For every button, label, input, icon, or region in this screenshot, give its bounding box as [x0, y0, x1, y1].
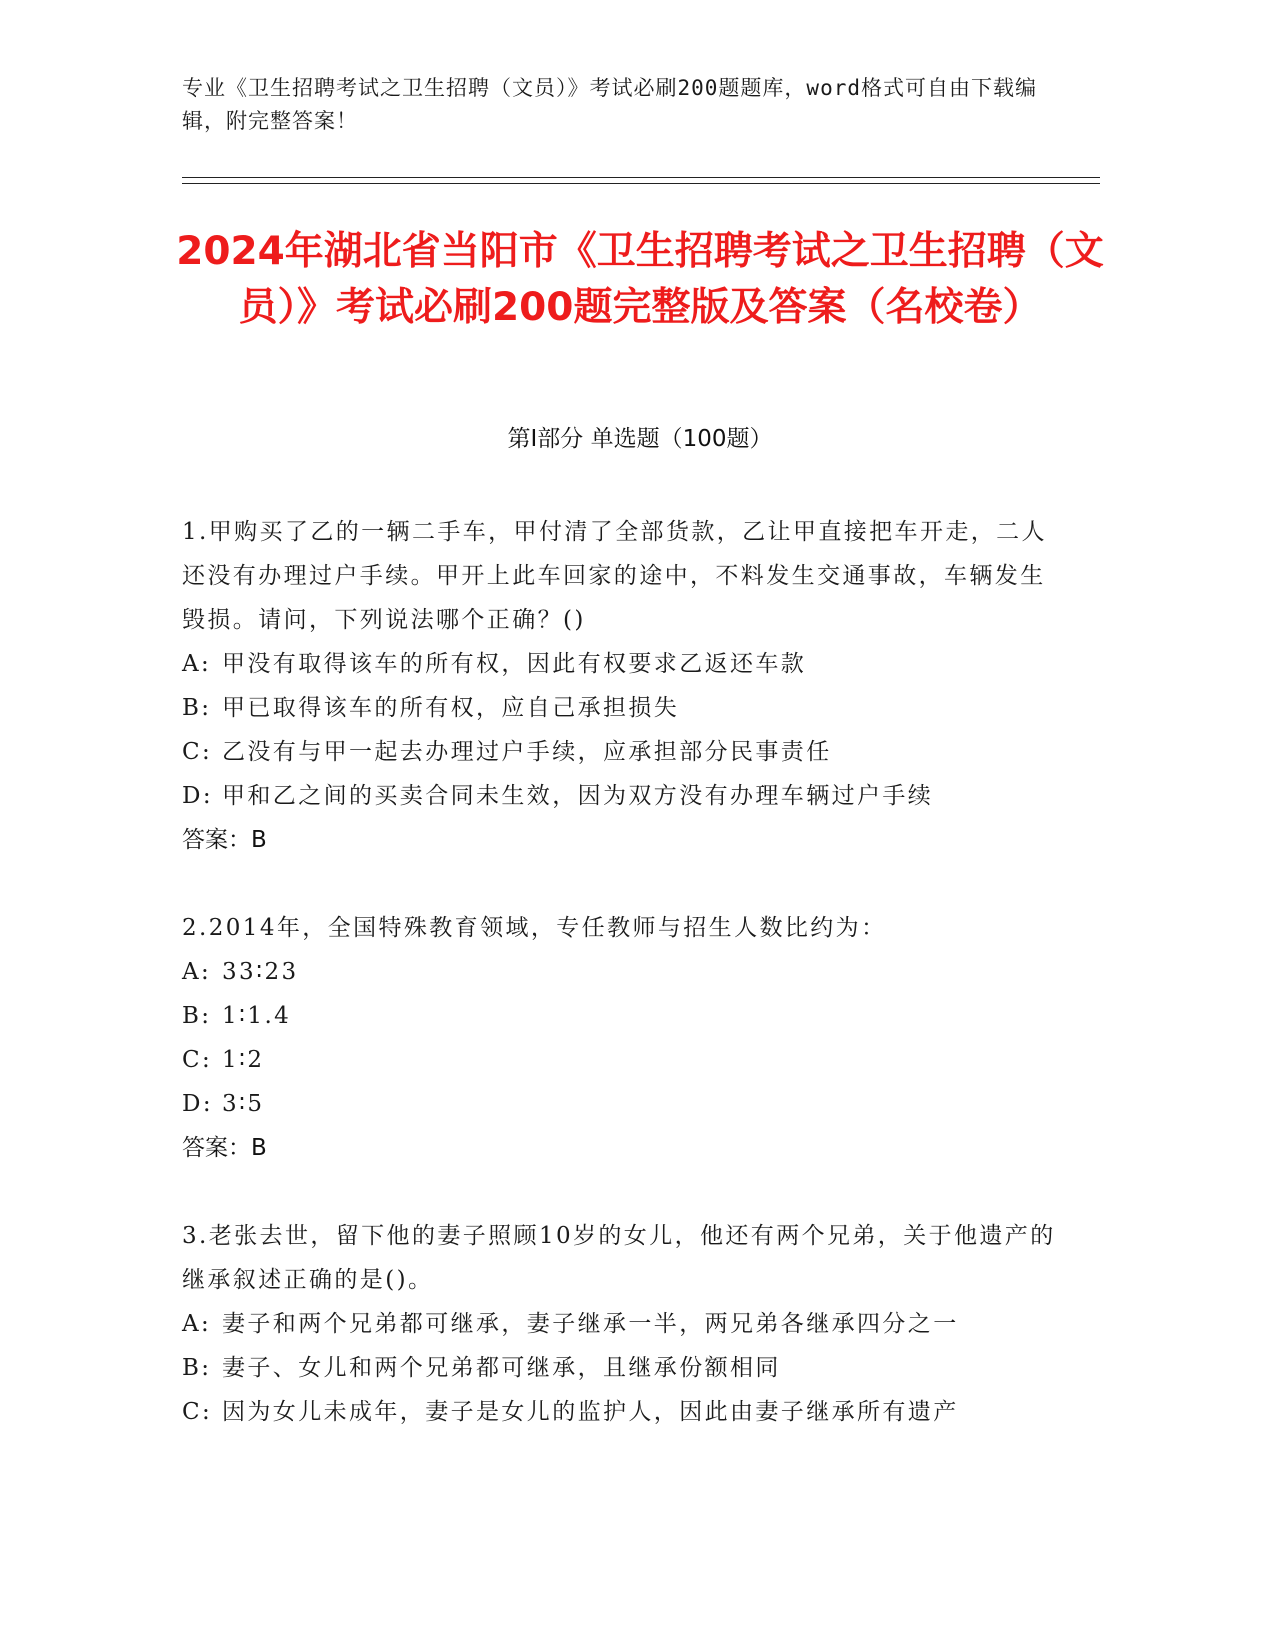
- option-text: 因为女儿未成年，妻子是女儿的监护人，因此由妻子继承所有遗产: [222, 1399, 959, 1425]
- option-b: [182, 994, 1062, 1038]
- header-note: 专业《卫生招聘考试之卫生招聘（文员）》考试必刷200题题库，word格式可自由下载编辑，附完整答案！: [182, 76, 1037, 133]
- document-title: 2024年湖北省当阳市《卫生招聘考试之卫生招聘（文员）》考试必刷200题完整版及答案（名校卷）: [176, 229, 1104, 330]
- option-letter: C:: [182, 1047, 213, 1073]
- question-stem: 2.2014年，全国特殊教育领域，专任教师与招生人数比约为：: [182, 915, 887, 941]
- option-text: 甲和乙之间的买卖合同未生效，因为双方没有办理车辆过户手续: [222, 783, 934, 809]
- option-letter: C:: [182, 739, 213, 765]
- option-b: [182, 686, 1062, 730]
- question-stem: 3.老张去世，留下他的妻子照顾10岁的女儿，他还有两个兄弟，关于他遗产的继承叙述正确的是()。: [182, 1223, 1056, 1293]
- option-a: [182, 1302, 1062, 1346]
- header-divider-bottom: [182, 183, 1100, 184]
- option-a: [182, 642, 1062, 686]
- header-divider-top: [182, 177, 1100, 178]
- option-letter: B:: [182, 1003, 212, 1029]
- option-text: 妻子、女儿和两个兄弟都可继承，且继承份额相同: [222, 1355, 781, 1381]
- option-c: [182, 1390, 1062, 1434]
- question-stem: 1.甲购买了乙的一辆二手车，甲付清了全部货款，乙让甲直接把车开走，二人还没有办理过户手续。甲开上此车回家的途中，不料发生交通事故，车辆发生毁损。请问，下列说法哪个正确？(): [182, 519, 1047, 633]
- option-letter: D:: [182, 1091, 213, 1117]
- question-3: [182, 1214, 1062, 1434]
- option-letter: B:: [182, 695, 212, 721]
- question-2: [182, 906, 1062, 1170]
- option-b: [182, 1346, 1062, 1390]
- option-c: [182, 730, 1062, 774]
- answer-line: 答案：B: [182, 1135, 267, 1161]
- option-a: [182, 950, 1062, 994]
- question-1: [182, 510, 1062, 862]
- question-list: [182, 510, 1062, 1478]
- option-letter: C:: [182, 1399, 213, 1425]
- option-text: 甲没有取得该车的所有权，因此有权要求乙返还车款: [222, 651, 807, 677]
- option-letter: B:: [182, 1355, 212, 1381]
- option-letter: D:: [182, 783, 213, 809]
- option-letter: A:: [182, 1311, 212, 1337]
- option-text: 乙没有与甲一起去办理过户手续，应承担部分民事责任: [222, 739, 832, 765]
- option-d: [182, 774, 1062, 818]
- answer-line: 答案：B: [182, 827, 267, 853]
- option-text: 甲已取得该车的所有权，应自己承担损失: [222, 695, 680, 721]
- section-title: 第Ⅰ部分 单选题（100题）: [507, 426, 773, 452]
- option-text: 1∶1.4: [222, 1003, 292, 1029]
- option-text: 妻子和两个兄弟都可继承，妻子继承一半，两兄弟各继承四分之一: [222, 1311, 959, 1337]
- option-letter: A:: [182, 959, 212, 985]
- option-c: [182, 1038, 1062, 1082]
- option-d: [182, 1082, 1062, 1126]
- option-text: 1∶2: [222, 1047, 265, 1073]
- option-letter: A:: [182, 651, 212, 677]
- option-text: 3∶5: [222, 1091, 265, 1117]
- option-text: 33∶23: [222, 959, 299, 985]
